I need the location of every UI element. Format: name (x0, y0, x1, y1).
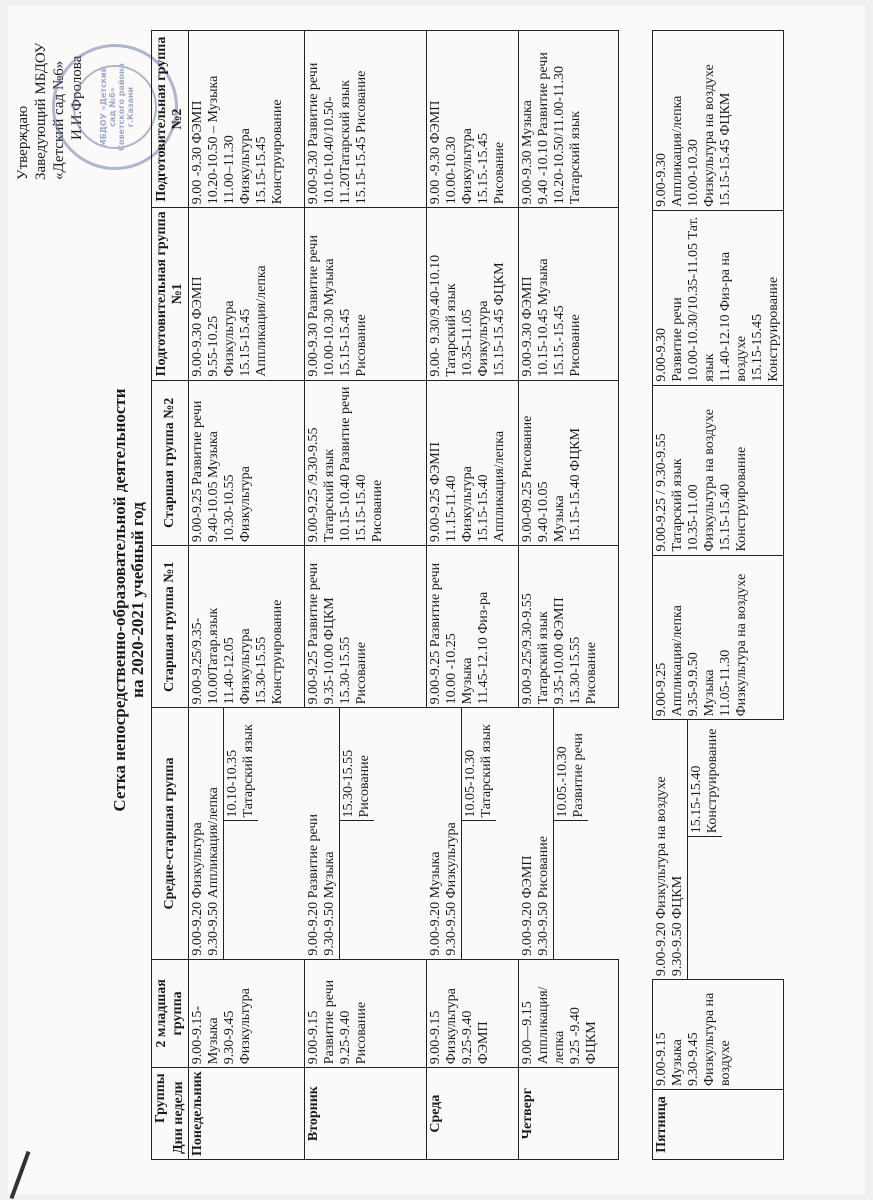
col-header: Средне-старшая группа (152, 708, 189, 959)
lesson-line: 9.00-9.15- (190, 1005, 205, 1065)
lesson-line: Физкультура на воздухе (734, 573, 749, 717)
lesson-line: Татарский язык (478, 724, 494, 818)
approval-line-3: «Детский сад №6» (51, 60, 67, 180)
group-cell (189, 546, 305, 708)
day-row (189, 31, 305, 1160)
lesson-line: Аппликация/лепка (254, 265, 269, 377)
split-empty (339, 821, 374, 959)
lesson-line: 9.25 -9.40 (568, 1007, 583, 1065)
group-cell-split (427, 708, 519, 959)
lesson-line: 11.05-11.30 (718, 649, 733, 717)
lesson-line: Рисование (492, 141, 507, 205)
lesson-line: 9.30-9.50 Рисование (535, 836, 551, 956)
lesson-line: Физкультура (222, 300, 237, 377)
lesson-line: 15.15-15.45 (254, 136, 269, 205)
split-empty (461, 821, 496, 959)
day-cell: Четверг (519, 1068, 619, 1160)
group-cell (653, 980, 784, 1090)
lesson-line: 9.00-9.25 (654, 662, 669, 717)
lesson-line: 15.15-15.45 ФЦКМ (492, 262, 507, 377)
lesson-line: 15.30-15.55 (338, 636, 353, 705)
lesson-line: 9.40-10.05 (536, 481, 551, 543)
lesson-line: 9.30-9.50 Физкультура (443, 822, 459, 956)
lesson-line: Физкультура (238, 628, 253, 705)
lesson-line: 10.30-10.55 (222, 474, 237, 543)
lesson-line: 9.25-9.40 (338, 1010, 353, 1065)
day-row (427, 31, 519, 1160)
lesson-line: 15.15-15.40 (354, 474, 369, 543)
lesson-line: 15.30-15.55 (568, 636, 583, 705)
group-cell (427, 31, 519, 208)
lesson-line: 10.20-10.50/11.00-11.30 Татарский язык (552, 66, 583, 205)
lesson-line: 9.55-10.25 (206, 315, 221, 377)
lesson-line: Музыка (460, 657, 475, 705)
lesson-line: 15.15-15.45 (238, 308, 253, 377)
lesson-line: 15.15-15.45 ФЦКМ (718, 92, 733, 207)
lesson-line: 9.40-10.05 Музыка (206, 431, 221, 543)
lesson-line: 15.15-15.40 (688, 765, 704, 834)
lesson-line: 9.00-9.30 Развитие речи (306, 62, 321, 205)
group-cell-split (519, 708, 619, 959)
split-empty (553, 821, 588, 959)
lesson-line: 9.00-9.30 ФЭМП (520, 276, 535, 377)
lesson-line: Конструирование (270, 599, 285, 705)
lesson-line: 15.15-15.45 Рисование (354, 70, 369, 205)
group-cell (519, 31, 619, 208)
lesson-line: 15.15.-15.45 (476, 133, 491, 205)
lesson-line: Аппликация/лепка (670, 95, 685, 207)
lesson-line: 10.00-10.30 Музыка (322, 258, 337, 377)
lesson-line: Аппликация/лепка (670, 605, 685, 717)
lesson-line: 15.15-15.40 ФЦКМ (568, 428, 583, 543)
lesson-line: Физкультура на воздухе (702, 992, 733, 1087)
lesson-line: Татарский язык (670, 458, 685, 552)
lesson-line: 9.00- 9.30/9.40-10.10 Татарский язык (428, 254, 459, 377)
lesson-line: Развитие речи (322, 979, 337, 1065)
lesson-line: 9.30-9.50 ФЦКМ (669, 875, 685, 977)
lesson-line: 15.30-15.55 (254, 636, 269, 705)
lesson-line: Аппликация/ лепка (536, 986, 567, 1065)
lesson-line: Татарский язык (241, 724, 256, 818)
lesson-line: Музыка (552, 495, 567, 543)
corner-days-label: Дни недели (171, 1081, 186, 1154)
group-cell-split (305, 708, 427, 959)
col-header: 2 младшая группа (152, 959, 189, 1068)
lesson-line: 10.00 -10.25 (444, 633, 459, 705)
lesson-line: 9.00-9.15 (654, 1032, 669, 1087)
lesson-line: 10.05.-10.30 (554, 746, 570, 818)
lesson-line: 9.00-9.15 (306, 1010, 321, 1065)
lesson-line: 9.30-9.45 (686, 1032, 701, 1087)
lesson-line: 9.00—9.15 (520, 1001, 535, 1065)
lesson-line: 9.00-9.15 (428, 1010, 443, 1065)
lesson-line: Аппликация/лепка (492, 430, 507, 543)
group-cell (653, 385, 784, 555)
lesson-line: Рисование (354, 314, 369, 377)
lesson-line: 9.00-09.25 Рисование (520, 415, 535, 543)
lesson-line: Рисование (584, 642, 599, 705)
lesson-line: 9.00-9.25 / 9.30-9.55 (654, 433, 669, 552)
day-cell: Пятница (653, 1090, 784, 1160)
lesson-line: 11.40-12.10 Физ-ра на воздухе (718, 251, 749, 382)
lesson-line: Рисование (354, 1001, 369, 1065)
lesson-line: 9.00-9.25 ФЭМП (428, 442, 443, 543)
lesson-line: 9.30-9.50 Музыка (321, 851, 337, 956)
lesson-line: 9.00-9.25 Развитие речи (190, 400, 205, 543)
lesson-line: Физкультура (476, 300, 491, 377)
group-cell (653, 31, 784, 211)
lesson-line: 11.00–11.30 (222, 135, 237, 205)
lesson-line: 9.30-9.45 (222, 1010, 237, 1065)
lesson-line: 9.35-9.9.50 (686, 652, 701, 717)
group-cell (189, 959, 305, 1068)
split-right (687, 720, 722, 836)
lesson-line: 9.00-9.20 Музыка (427, 851, 443, 956)
lesson-line: 15.15-15.45 (338, 308, 353, 377)
group-cell (427, 959, 519, 1068)
group-cell (189, 380, 305, 546)
lesson-line: 9.00-9.25 Развитие речи (428, 562, 443, 705)
lesson-line: 11.15-11.40 (444, 475, 459, 543)
corner-cell (152, 1068, 189, 1160)
split-right (461, 708, 496, 821)
lesson-line: 10.00-10.30 (686, 139, 701, 207)
lesson-line: 10.15-10.45 Музыка (536, 258, 551, 377)
lesson-line: Развитие речи (570, 733, 586, 818)
lesson-line: Музыка (670, 1039, 685, 1087)
lesson-line: Музыка (206, 1017, 221, 1065)
lesson-line: Конструирование (766, 276, 781, 382)
lesson-line: Физкультура на воздухе (702, 64, 717, 207)
lesson-line: Конструирование (734, 446, 749, 552)
col-header: Старшая группа №2 (152, 380, 189, 546)
group-cell (305, 546, 427, 708)
col-header: Подготовительная группа №2 (152, 31, 189, 208)
corner-groups-label: Группы (153, 1073, 168, 1123)
lesson-line: 9.00-9.20 Физкультура на воздухе (653, 776, 669, 977)
lesson-line: 9.00-9.20 Развитие речи (305, 814, 321, 956)
header-row (152, 31, 189, 1160)
group-cell-split (653, 720, 784, 980)
day-cell: Среда (427, 1068, 519, 1160)
lesson-line: 10.20-10.50 – Музыка (206, 75, 221, 205)
lesson-line: 15.15-15.45 (750, 314, 765, 382)
lesson-line: 10.10-10.40/10.50-11.20Татарский язык (322, 79, 353, 205)
lesson-line: Рисование (356, 755, 372, 818)
lesson-line: ФЭМП (476, 1021, 491, 1065)
split-right (224, 708, 259, 821)
lesson-line: 9.40 -10.10 Развитие речи (536, 52, 551, 205)
document-title: Сетка непосредственно-образовательной деятельности (110, 388, 129, 812)
split-right (553, 708, 588, 821)
lesson-line: Физкультура (238, 466, 253, 543)
day-row (653, 31, 784, 1160)
lesson-line: 9.35-10.00 ФЭМП (552, 597, 567, 705)
lesson-line: 9.00 -9.30 ФЭМП (428, 100, 443, 205)
lesson-line: 11.40-12.05 (222, 637, 237, 705)
lesson-line: 11.45-12.10 Физ-ра (476, 591, 491, 705)
lesson-line: 15.15-15.40 (718, 483, 733, 552)
lesson-line: 9.00-9.30 (654, 153, 669, 207)
lesson-line: 15.15.-15.45 (552, 305, 567, 377)
group-cell (653, 555, 784, 720)
group-cell (305, 959, 427, 1068)
lesson-line: 9.00-9.30 ФЭМП (190, 276, 205, 377)
lesson-line: 9.00-9.30 Музыка (520, 100, 535, 205)
lesson-line: 10.35-11.05 (460, 309, 475, 377)
lesson-line: 9.25-9.40 (460, 1010, 475, 1065)
lesson-line: 9.00-9.25/9.35-10.00Татар.язык (190, 607, 221, 705)
day-row (519, 31, 619, 1160)
group-cell-split (189, 708, 305, 959)
group-cell (427, 546, 519, 708)
group-cell (427, 380, 519, 546)
group-cell (519, 546, 619, 708)
schedule-table (151, 30, 619, 1160)
col-header: Подготовительная группа №1 (152, 208, 189, 380)
lesson-line: 10.10-10.35 (225, 749, 240, 818)
lesson-line: Конструирование (270, 99, 285, 205)
lesson-line: Рисование (354, 642, 369, 705)
friday-table (652, 30, 784, 1160)
approval-line-2: Заведующий МБДОУ (33, 42, 49, 180)
lesson-line: Рисование (568, 314, 583, 377)
lesson-line: 9.00-9.25/9.30-9.55 Татарский язык (520, 593, 551, 705)
group-cell (305, 208, 427, 380)
group-cell (189, 31, 305, 208)
lesson-line: 9.00 -9.30 ФЭМП (190, 100, 205, 205)
lesson-line: 9.30-9.50 Аппликация/лепка (206, 787, 221, 956)
group-cell (305, 31, 427, 208)
lesson-line: 9.00-9.30 Развитие речи (306, 235, 321, 377)
lesson-line: Конструирование (704, 728, 720, 834)
lesson-line: Физкультура (460, 466, 475, 543)
lesson-line: Физкультура (238, 128, 253, 205)
lesson-line: 15.30-15.55 (340, 749, 356, 818)
col-header: Старшая группа №1 (152, 546, 189, 708)
lesson-line: 9.35-10.00 ФЦКМ (322, 597, 337, 705)
lesson-line: Физкультура на воздухе (702, 409, 717, 552)
approval-line-1: Утверждаю (15, 105, 31, 180)
group-cell (653, 210, 784, 385)
day-cell: Понедельник (189, 1068, 305, 1160)
lesson-line: Развитие речи (670, 297, 685, 382)
lesson-line: 9.00-9.20 Физкультура (190, 822, 205, 956)
stamp-text: МБДОУ «Детский сад №6» Советского района г.Казани (99, 63, 135, 151)
group-cell (519, 380, 619, 546)
lesson-line: Музыка (702, 669, 717, 717)
lesson-line: 10.05-10.30 (462, 749, 478, 818)
day-cell: Вторник (305, 1068, 427, 1160)
split-empty (687, 837, 722, 979)
approval-line-4: И.И.Фролова (69, 55, 85, 140)
lesson-line: 10.15-10.40 Развитие речи (338, 386, 353, 543)
lesson-line: 9.00-9.30 (654, 328, 669, 382)
lesson-line: 15.15-15.40 (476, 474, 491, 543)
lesson-line: Физкультура (444, 988, 459, 1065)
group-cell (305, 380, 427, 546)
lesson-line: Физкультура (460, 128, 475, 205)
group-cell (427, 208, 519, 380)
lesson-line: Рисование (370, 479, 385, 543)
lesson-line: 10.00-10.30/10.35-11.05 Тат. язык (686, 216, 717, 382)
document-subtitle: на 2020-2021 учебный год (128, 502, 147, 698)
group-cell (189, 208, 305, 380)
lesson-line: ФЦКМ (584, 1021, 599, 1065)
split-right (339, 708, 374, 821)
lesson-line: 9.00-9.20 ФЭМП (519, 855, 535, 956)
group-cell (519, 959, 619, 1068)
lesson-line: 10.00-10.30 (444, 136, 459, 205)
lesson-line: Физкультура (238, 988, 253, 1065)
lesson-line: 10.35-11.00 (686, 484, 701, 552)
lesson-line: 9.00-9.25 Развитие речи (306, 562, 321, 705)
lesson-line: 9.00-9.25 /9.30-9.55 Татарский язык (306, 427, 337, 543)
split-empty (224, 821, 259, 959)
group-cell (519, 208, 619, 380)
day-row (305, 31, 427, 1160)
